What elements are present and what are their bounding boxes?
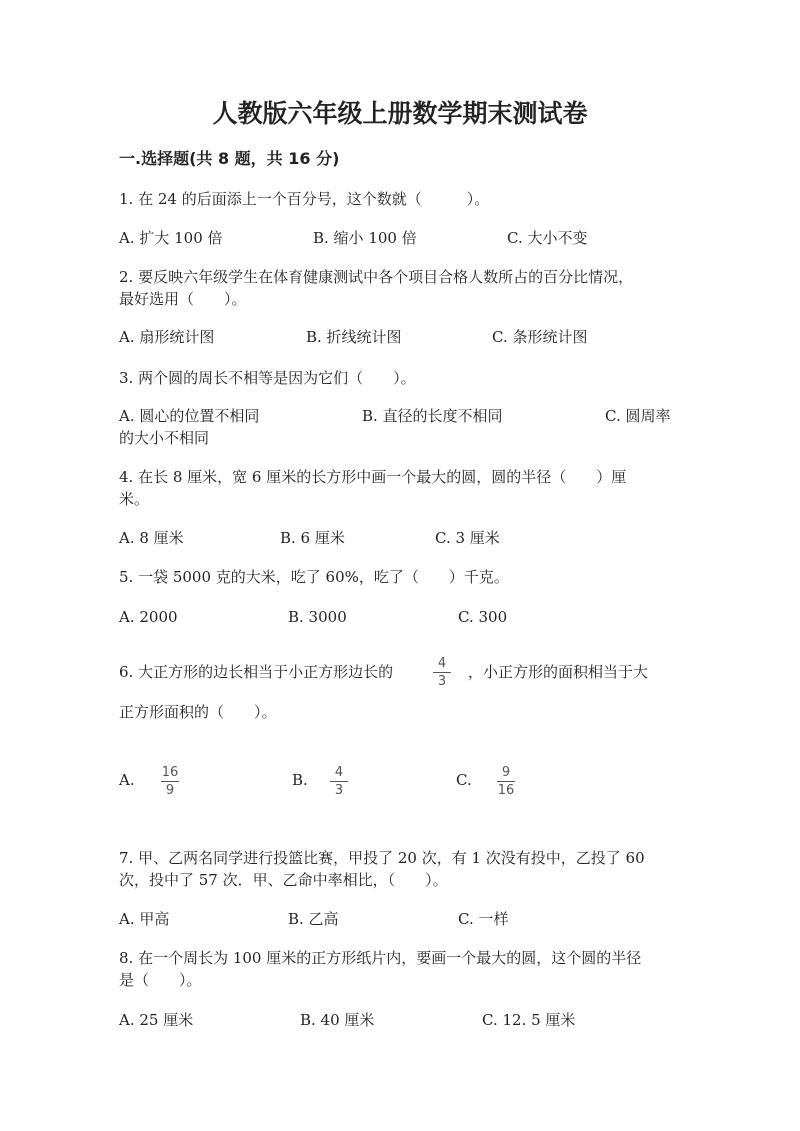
question-6-option-b: B. xyxy=(292,771,308,789)
question-7-stem-line-1: 7. 甲、乙两名同学进行投篮比赛，甲投了 20 次，有 1 次没有投中，乙投了 60 xyxy=(119,849,645,867)
question-4-option-c: C. 3 厘米 xyxy=(435,529,500,547)
fraction-bar xyxy=(330,781,348,782)
question-4-stem-line-1: 4. 在长 8 厘米，宽 6 厘米的长方形中画一个最大的圆，圆的半径（ ）厘 xyxy=(119,468,627,486)
question-6-option-a: A. xyxy=(119,771,135,789)
question-8-stem-line-2: 是（ ）。 xyxy=(119,971,202,989)
question-3-option-a: A. 圆心的位置不相同 xyxy=(119,407,260,425)
question-4-option-b: B. 6 厘米 xyxy=(280,529,345,547)
fraction-denominator: 3 xyxy=(334,783,344,798)
question-1-option-a: A. 扩大 100 倍 xyxy=(119,229,223,247)
question-8-option-c: C. 12. 5 厘米 xyxy=(482,1011,576,1029)
question-4-option-a: A. 8 厘米 xyxy=(119,529,184,547)
question-5-option-b: B. 3000 xyxy=(288,608,347,626)
fraction-bar xyxy=(497,781,515,782)
fraction-denominator: 3 xyxy=(437,674,447,689)
question-6-stem-line-2: 正方形面积的（ ）。 xyxy=(119,703,277,721)
question-6-option-c-fraction xyxy=(494,765,518,798)
question-5-option-c: C. 300 xyxy=(458,608,508,626)
section-heading: 一.选择题(共 8 题，共 16 分) xyxy=(119,149,340,168)
fraction-denominator: 16 xyxy=(497,783,515,798)
question-7-stem-line-2: 次，投中了 57 次．甲、乙命中率相比，（ ）。 xyxy=(119,871,448,889)
question-7-option-c: C. 一样 xyxy=(458,910,509,928)
question-6-option-c: C. xyxy=(456,771,472,789)
question-1-option-b: B. 缩小 100 倍 xyxy=(313,229,417,247)
question-7-option-a: A. 甲高 xyxy=(119,910,170,928)
question-8-stem-line-1: 8. 在一个周长为 100 厘米的正方形纸片内，要画一个最大的圆，这个圆的半径 xyxy=(119,949,642,967)
question-3-option-c-continued: 的大小不相同 xyxy=(119,429,210,447)
exam-title: 人教版六年级上册数学期末测试卷 xyxy=(212,99,588,128)
question-8-option-b: B. 40 厘米 xyxy=(300,1011,375,1029)
fraction-numerator: 4 xyxy=(334,765,344,780)
question-3-option-c: C. 圆周率 xyxy=(605,407,671,425)
question-6-option-b-fraction xyxy=(327,765,351,798)
question-5-option-a: A. 2000 xyxy=(119,608,178,626)
fraction-numerator: 4 xyxy=(437,656,447,671)
question-6-stem-part-1: 6. 大正方形的边长相当于小正方形边长的 xyxy=(119,663,394,681)
question-6-stem-part-2: ，小正方形的面积相当于大 xyxy=(468,663,649,681)
question-3-option-b: B. 直径的长度不相同 xyxy=(362,407,503,425)
question-4-stem-line-2: 米。 xyxy=(119,490,150,508)
fraction-bar xyxy=(161,781,179,782)
fraction-denominator: 9 xyxy=(165,783,175,798)
question-2-stem-line-2: 最好选用（ ）。 xyxy=(119,290,247,308)
question-2-option-b: B. 折线统计图 xyxy=(306,328,402,346)
fraction-numerator: 9 xyxy=(501,765,511,780)
question-2-option-a: A. 扇形统计图 xyxy=(119,328,215,346)
fraction-bar xyxy=(433,672,451,673)
question-1-stem: 1. 在 24 的后面添上一个百分号，这个数就（ ）。 xyxy=(119,190,490,208)
question-8-option-a: A. 25 厘米 xyxy=(119,1011,194,1029)
question-3-stem: 3. 两个圆的周长不相等是因为它们（ ）。 xyxy=(119,369,416,387)
question-6-stem-fraction xyxy=(430,656,454,689)
question-6-option-a-fraction xyxy=(158,765,182,798)
fraction-numerator: 16 xyxy=(161,765,179,780)
question-1-option-c: C. 大小不变 xyxy=(507,229,588,247)
question-2-stem-line-1: 2. 要反映六年级学生在体育健康测试中各个项目合格人数所占的百分比情况， xyxy=(119,268,634,286)
question-5-stem: 5. 一袋 5000 克的大米，吃了 60%，吃了（ ）千克。 xyxy=(119,568,509,586)
question-7-option-b: B. 乙高 xyxy=(288,910,339,928)
question-2-option-c: C. 条形统计图 xyxy=(492,328,588,346)
